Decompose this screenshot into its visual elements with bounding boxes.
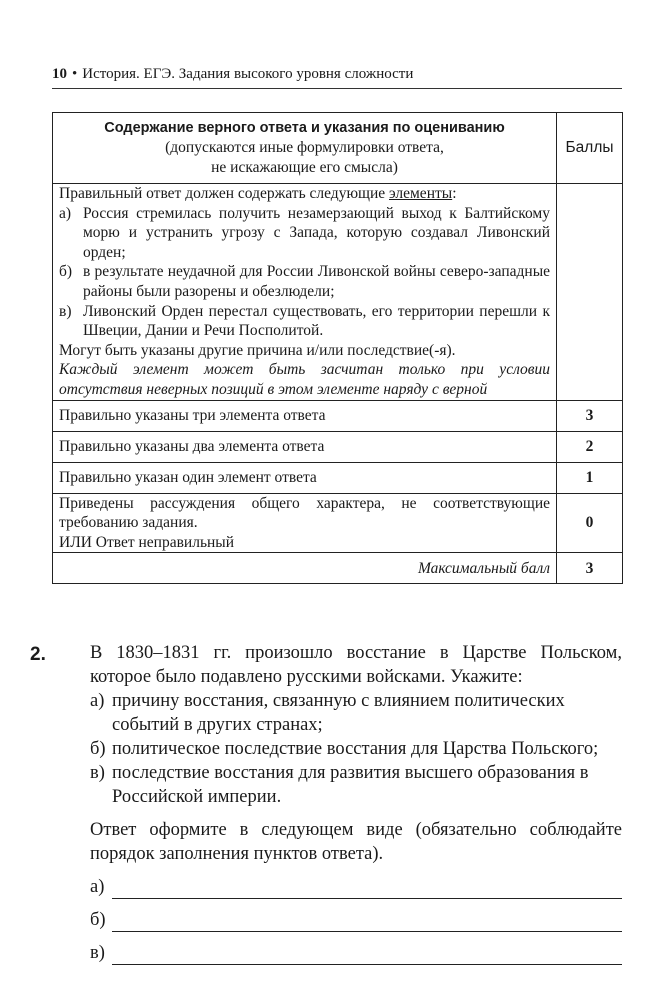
score-row	[53, 431, 623, 462]
score-row-text: Правильно указаны два элемента ответа	[53, 431, 557, 462]
answer-content-score-cell	[557, 184, 623, 401]
option-label: в)	[90, 763, 105, 783]
intro-colon: :	[452, 185, 457, 202]
zero-score-line2: ИЛИ Ответ неправильный	[59, 533, 235, 551]
answer-line-label: в)	[90, 943, 105, 963]
header-main-sub2: не искажающие его смысла)	[211, 158, 398, 176]
score-row	[53, 400, 623, 431]
intro-text: Правильный ответ должен содержать следующие	[59, 185, 390, 202]
score-row-value: 1	[557, 462, 623, 493]
question-number: 2.	[30, 644, 46, 665]
header-main-sub1: (допускаются иные формулировки ответа,	[165, 139, 444, 157]
answer-line-a[interactable]	[90, 875, 622, 899]
element-label: в)	[59, 302, 72, 320]
header-main-cell	[53, 113, 557, 184]
page-number: 10	[52, 66, 67, 82]
element-label: б)	[59, 263, 73, 281]
answer-blank[interactable]	[112, 880, 622, 899]
option-label: а)	[90, 691, 105, 711]
question-text: В 1830–1831 гг. произошло восстание в Царстве Польском, которое было подавлено русскими войсками. Укажите:	[90, 643, 622, 687]
grading-table	[52, 112, 623, 584]
header-score-cell: Баллы	[557, 113, 623, 184]
option-text: политическое последствие восстания для Царства Польского;	[112, 739, 599, 759]
max-score-label: Максимальный балл	[53, 553, 557, 584]
answer-intro	[59, 184, 550, 204]
answer-line-label: а)	[90, 877, 105, 897]
option-text: последствие восстания для развития высшего образования в Российской империи.	[112, 763, 589, 807]
answer-line-b[interactable]	[90, 908, 622, 932]
answer-blank[interactable]	[112, 946, 622, 965]
element-item	[59, 262, 550, 301]
zero-score-line1: Приведены рассуждения общего характера, не соответствующие требованию задания.	[59, 494, 550, 532]
score-row-value: 2	[557, 431, 623, 462]
zero-score-text-cell	[53, 493, 557, 553]
option-label: б)	[90, 739, 106, 759]
header-bullet: •	[72, 66, 78, 82]
answer-content-cell	[53, 184, 557, 401]
answer-italic-note: Каждый элемент может быть засчитан только при условии отсутствия неверных позиций в этом элементе наряду с верной	[59, 361, 550, 398]
option-text: причину восстания, связанную с влиянием политических событий в других странах;	[112, 691, 565, 735]
question-option	[90, 761, 622, 809]
answer-content-row	[53, 184, 623, 401]
max-score-row	[53, 553, 623, 584]
element-item	[59, 302, 550, 341]
max-score-value: 3	[557, 553, 623, 584]
answer-blank[interactable]	[112, 913, 622, 932]
question-option	[90, 689, 622, 737]
zero-score-row	[53, 493, 623, 553]
intro-underlined: элементы	[389, 185, 453, 202]
score-row-value: 3	[557, 400, 623, 431]
question-body	[90, 641, 622, 965]
header-divider	[52, 88, 622, 89]
answer-instruction: Ответ оформите в следующем виде (обязательно соблюдайте порядок заполнения пунктов ответа).	[90, 820, 622, 864]
element-item	[59, 204, 550, 263]
score-row-text: Правильно указан один элемент ответа	[53, 462, 557, 493]
question-option	[90, 737, 622, 761]
zero-score-value: 0	[557, 493, 623, 553]
element-text: в результате неудачной для России Ливонской войны северо-западные районы были разорены и обезлюдели;	[83, 263, 550, 300]
answer-note: Могут быть указаны другие причина и/или последствие(-я).	[59, 341, 456, 359]
score-row	[53, 462, 623, 493]
answer-line-c[interactable]	[90, 941, 622, 965]
element-text: Россия стремилась получить незамерзающий выход к Балтийскому морю и устранить угрозу с Запада, которую создавал Ливонский орден;	[83, 204, 550, 261]
score-row-text: Правильно указаны три элемента ответа	[53, 400, 557, 431]
header-main-title: Содержание верного ответа и указания по оцениванию	[104, 119, 505, 136]
page-header	[52, 66, 622, 83]
book-title: История. ЕГЭ. Задания высокого уровня сложности	[82, 66, 414, 82]
element-text: Ливонский Орден перестал существовать, его территории перешли к Швеции, Дании и Речи Посполитой.	[83, 302, 550, 340]
answer-line-label: б)	[90, 910, 106, 930]
table-header-row	[53, 113, 623, 184]
element-label: а)	[59, 204, 72, 222]
